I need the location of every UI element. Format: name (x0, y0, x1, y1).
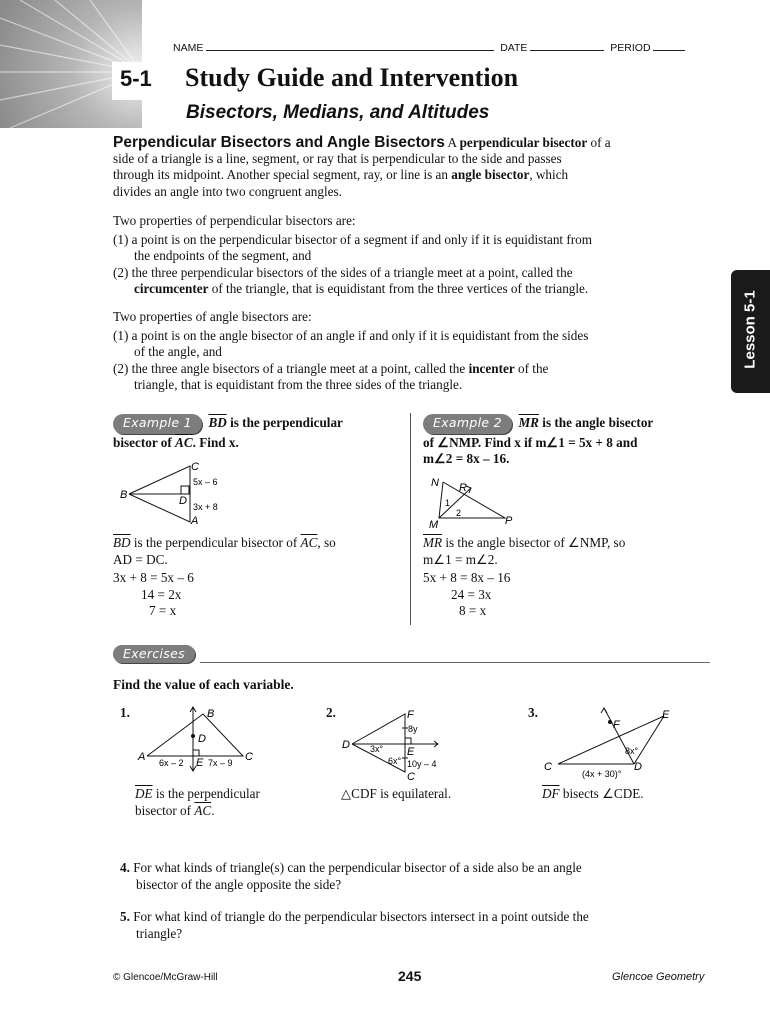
section-heading: Perpendicular Bisectors and Angle Bisectors (113, 134, 445, 151)
label-8y: 8y (408, 724, 418, 734)
example-2-badge: Example 2 (423, 414, 512, 434)
ray-df: $\overline{DF}$ (542, 786, 560, 801)
label-r: R (459, 482, 467, 494)
page-title: Study Guide and Intervention (185, 63, 519, 92)
angle-prop-1-cont: of the angle, and (134, 344, 222, 359)
question-5-number: 5. (120, 909, 130, 924)
exercise-1-figure (135, 700, 265, 782)
example-1-figure (115, 458, 255, 528)
example-2-figure (425, 474, 525, 530)
label-f: F (613, 719, 620, 731)
date-label: DATE (500, 42, 528, 54)
example-1-question: is the perpendicular (226, 415, 343, 430)
example-2-solution: is the angle bisector of ∠NMP, so (442, 535, 626, 550)
exercise-2-caption: △CDF is equilateral. (341, 786, 452, 801)
exercises-badge: Exercises (113, 645, 195, 663)
label-3x: 3x° (370, 744, 384, 754)
label-e: E (662, 709, 670, 721)
column-divider (410, 413, 411, 625)
example-2-question: m∠2 = 8x – 16. (423, 451, 510, 466)
seg-bd: $\overline{BD}$ (208, 415, 227, 430)
exercise-1-caption: bisector of (135, 802, 195, 818)
footer-copyright: © Glencoe/McGraw-Hill (113, 972, 218, 983)
label-6x: 6x° (388, 756, 402, 766)
perp-prop-2-cont: of the triangle, that is equidistant from the three vertices of the triangle. (208, 281, 589, 296)
ray-mr: $\overline{MR}$ (518, 415, 539, 430)
label-a: A (138, 751, 146, 763)
angle-prop-2: (2) the three angle bisectors of a triangle meet at a point, called the (113, 360, 469, 376)
exercises-rule (200, 662, 710, 663)
example-1-solution: , so (317, 535, 336, 550)
period-label: PERIOD (610, 42, 651, 54)
label-d: D (634, 761, 642, 773)
example-1-solution: AD = DC. (113, 551, 168, 567)
label-c: C (191, 461, 199, 473)
angle-prop-2-cont: triangle, that is equidistant from the three sides of the triangle. (134, 377, 463, 392)
seg-de: $\overline{DE}$ (135, 786, 153, 801)
exercise-3-caption: bisects ∠CDE. (559, 786, 644, 801)
angle-props-title: Two properties of angle bisectors are: (113, 309, 312, 324)
period-field[interactable] (653, 40, 685, 51)
example-1-question: . Find x. (192, 434, 239, 450)
seg-ac: $\overline{AC}$ (300, 535, 318, 550)
label-n: N (431, 477, 439, 489)
perp-props-title: Two properties of perpendicular bisectors are: (113, 213, 356, 228)
perp-properties (113, 213, 713, 298)
example-1-badge: Example 1 (113, 414, 202, 434)
label-a: A (191, 515, 199, 527)
label-7x-9: 7x – 9 (208, 758, 233, 768)
label-5x-6: 5x – 6 (193, 477, 218, 487)
question-5-text: For what kind of triangle do the perpendicular bisectors intersect in a point outside the (133, 909, 589, 924)
exercise-2-number: 2. (326, 705, 336, 720)
intro-line: side of a triangle is a line, segment, or ray that is perpendicular to the side and passes (113, 150, 562, 166)
label-6x-2: 6x – 2 (159, 758, 184, 768)
exercises-instruction: Find the value of each variable. (113, 677, 294, 692)
example-1-question: bisector of (113, 434, 176, 450)
exercise-2-figure (338, 700, 448, 782)
lesson-side-tab-label: Lesson 5-1 (741, 290, 759, 369)
label-m: M (429, 519, 439, 530)
footer-page-number: 245 (398, 968, 422, 984)
seg-bd: $\overline{BD}$ (113, 535, 131, 550)
exercise-1-caption: is the perpendicular (152, 786, 260, 801)
example-2-question: is the angle bisector (538, 415, 654, 430)
page-subtitle: Bisectors, Medians, and Altitudes (186, 102, 490, 123)
example-1-step: 7 = x (149, 603, 177, 618)
intro-text: through its midpoint. Another special segment, ray, or line is an (113, 167, 452, 182)
label-d: D (342, 739, 350, 751)
label-c: C (245, 751, 253, 763)
label-e: E (407, 746, 415, 758)
lesson-number: 5-1 (120, 66, 152, 91)
question-4-text: For what kinds of triangle(s) can the perpendicular bisector of a side also be an angle (133, 860, 582, 875)
exercise-1-caption: . (211, 802, 215, 818)
label-c: C (407, 771, 415, 782)
perp-prop-1-cont: the endpoints of the segment, and (134, 248, 312, 263)
example-2-step: 24 = 3x (451, 586, 492, 602)
name-label: NAME (173, 42, 204, 54)
ray-mr: $\overline{MR}$ (423, 535, 443, 550)
label-p: P (505, 515, 513, 527)
exercise-1-number: 1. (120, 705, 130, 720)
section-intro (113, 135, 713, 200)
label-8x: 8x° (625, 746, 639, 756)
footer-book: Glencoe Geometry (612, 971, 705, 983)
term-circumcenter: circumcenter (134, 281, 209, 296)
seg-ac: $\overline{AC}$ (175, 434, 193, 450)
example-1-solution: is the perpendicular bisector of (130, 535, 301, 550)
name-field[interactable] (206, 40, 494, 51)
label-d: D (179, 495, 187, 507)
example-1-step: 3x + 8 = 5x – 6 (113, 570, 194, 585)
intro-text: A (447, 135, 460, 150)
angle-1-label: 1 (445, 498, 451, 508)
exercise-3-figure (538, 702, 678, 782)
seg-ac: $\overline{AC}$ (194, 802, 212, 818)
exercise-3-number: 3. (528, 705, 538, 720)
perp-prop-2: (2) the three perpendicular bisectors of the sides of a triangle meet at a point, called the (113, 264, 573, 280)
intro-text: , which (529, 167, 569, 182)
example-2-step: 8 = x (459, 603, 487, 618)
angle-properties (113, 309, 713, 394)
label-10y-4: 10y – 4 (407, 759, 437, 769)
label-b: B (120, 489, 128, 501)
label-3x-8: 3x + 8 (193, 502, 218, 512)
term-incenter: incenter (468, 360, 515, 376)
label-4x-30: (4x + 30)° (582, 769, 622, 779)
intro-text: of a (587, 135, 611, 150)
label-c: C (544, 761, 552, 773)
question-4-number: 4. (120, 860, 130, 875)
angle-2-label: 2 (456, 508, 462, 518)
label-b: B (207, 708, 215, 720)
question-5-text-cont: triangle? (136, 925, 183, 941)
example-2-step: 5x + 8 = 8x – 16 (423, 570, 511, 585)
example-1-step: 14 = 2x (141, 586, 182, 602)
angle-prop-1: (1) a point is on the angle bisector of an angle if and only if it is equidistant from the sides (113, 327, 589, 343)
date-field[interactable] (530, 40, 604, 51)
term-angle-bisector: angle bisector (451, 167, 530, 182)
label-f: F (407, 709, 414, 721)
question-4-text-cont: bisector of the angle opposite the side? (136, 876, 342, 892)
label-d: D (198, 733, 206, 745)
example-2-solution: m∠1 = m∠2. (423, 551, 498, 567)
label-e: E (196, 757, 204, 769)
intro-line: divides an angle into two congruent angles. (113, 183, 342, 199)
example-2-question: of ∠NMP. Find x if m∠1 = 5x + 8 and (423, 434, 638, 450)
term-perpendicular-bisector: perpendicular bisector (459, 135, 588, 150)
angle-prop-2-text: of the (514, 360, 549, 376)
perp-prop-1: (1) a point is on the perpendicular bisector of a segment if and only if it is equidistant from (113, 231, 593, 247)
